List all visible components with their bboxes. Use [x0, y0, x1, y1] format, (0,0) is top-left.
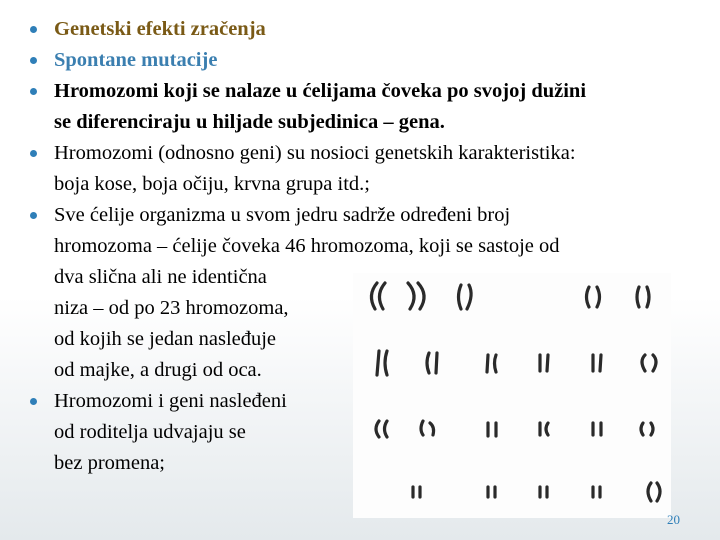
bullet-6-line-2: od roditelja udvajaju se [54, 421, 246, 443]
bullet-3 [30, 76, 710, 138]
bullet-dot-icon [30, 57, 37, 64]
bullet-4 [30, 138, 710, 200]
bullet-dot-icon [30, 88, 37, 95]
karyotype-chromosomes-icon [353, 273, 671, 518]
bullet-5-line-1: Sve ćelije organizma u svom jedru sadrže određeni broj [54, 204, 511, 226]
bullet-5-line-5: od kojih se jedan nasleđuje [54, 328, 277, 350]
bullet-1-line-1: Genetski efekti zračenja [54, 18, 266, 40]
bullet-dot-icon [30, 212, 37, 219]
bullet-4-line-2: boja kose, boja očiju, krvna grupa itd.; [54, 173, 370, 195]
bullet-2-line-1: Spontane mutacije [54, 49, 218, 71]
bullet-6-line-3: bez promena; [54, 452, 165, 474]
bullet-dot-icon [30, 398, 37, 405]
bullet-5-line-2: hromozoma – ćelije čoveka 46 hromozoma, koji se sastoje od [54, 235, 560, 257]
bullet-6-line-1: Hromozomi i geni nasleđeni [54, 390, 287, 412]
bullet-dot-icon [30, 150, 37, 157]
bullet-5-line-3: dva slična ali ne identična [54, 266, 267, 288]
bullet-1 [30, 14, 710, 45]
bullet-2 [30, 45, 710, 76]
bullet-3-line-2: se diferenciraju u hiljade subjedinica – gena. [54, 111, 445, 133]
bullet-4-line-1: Hromozomi (odnosno geni) su nosioci genetskih karakteristika: [54, 142, 576, 164]
page-number: 20 [667, 512, 680, 527]
bullet-5-line-4: niza – od po 23 hromozoma, [54, 297, 289, 319]
bullet-5-line-6: od majke, a drugi od oca. [54, 359, 262, 381]
karyotype-image [353, 273, 671, 518]
bullet-3-line-1: Hromozomi koji se nalaze u ćelijama čoveka po svojoj dužini [54, 80, 587, 102]
bullet-dot-icon [30, 26, 37, 33]
